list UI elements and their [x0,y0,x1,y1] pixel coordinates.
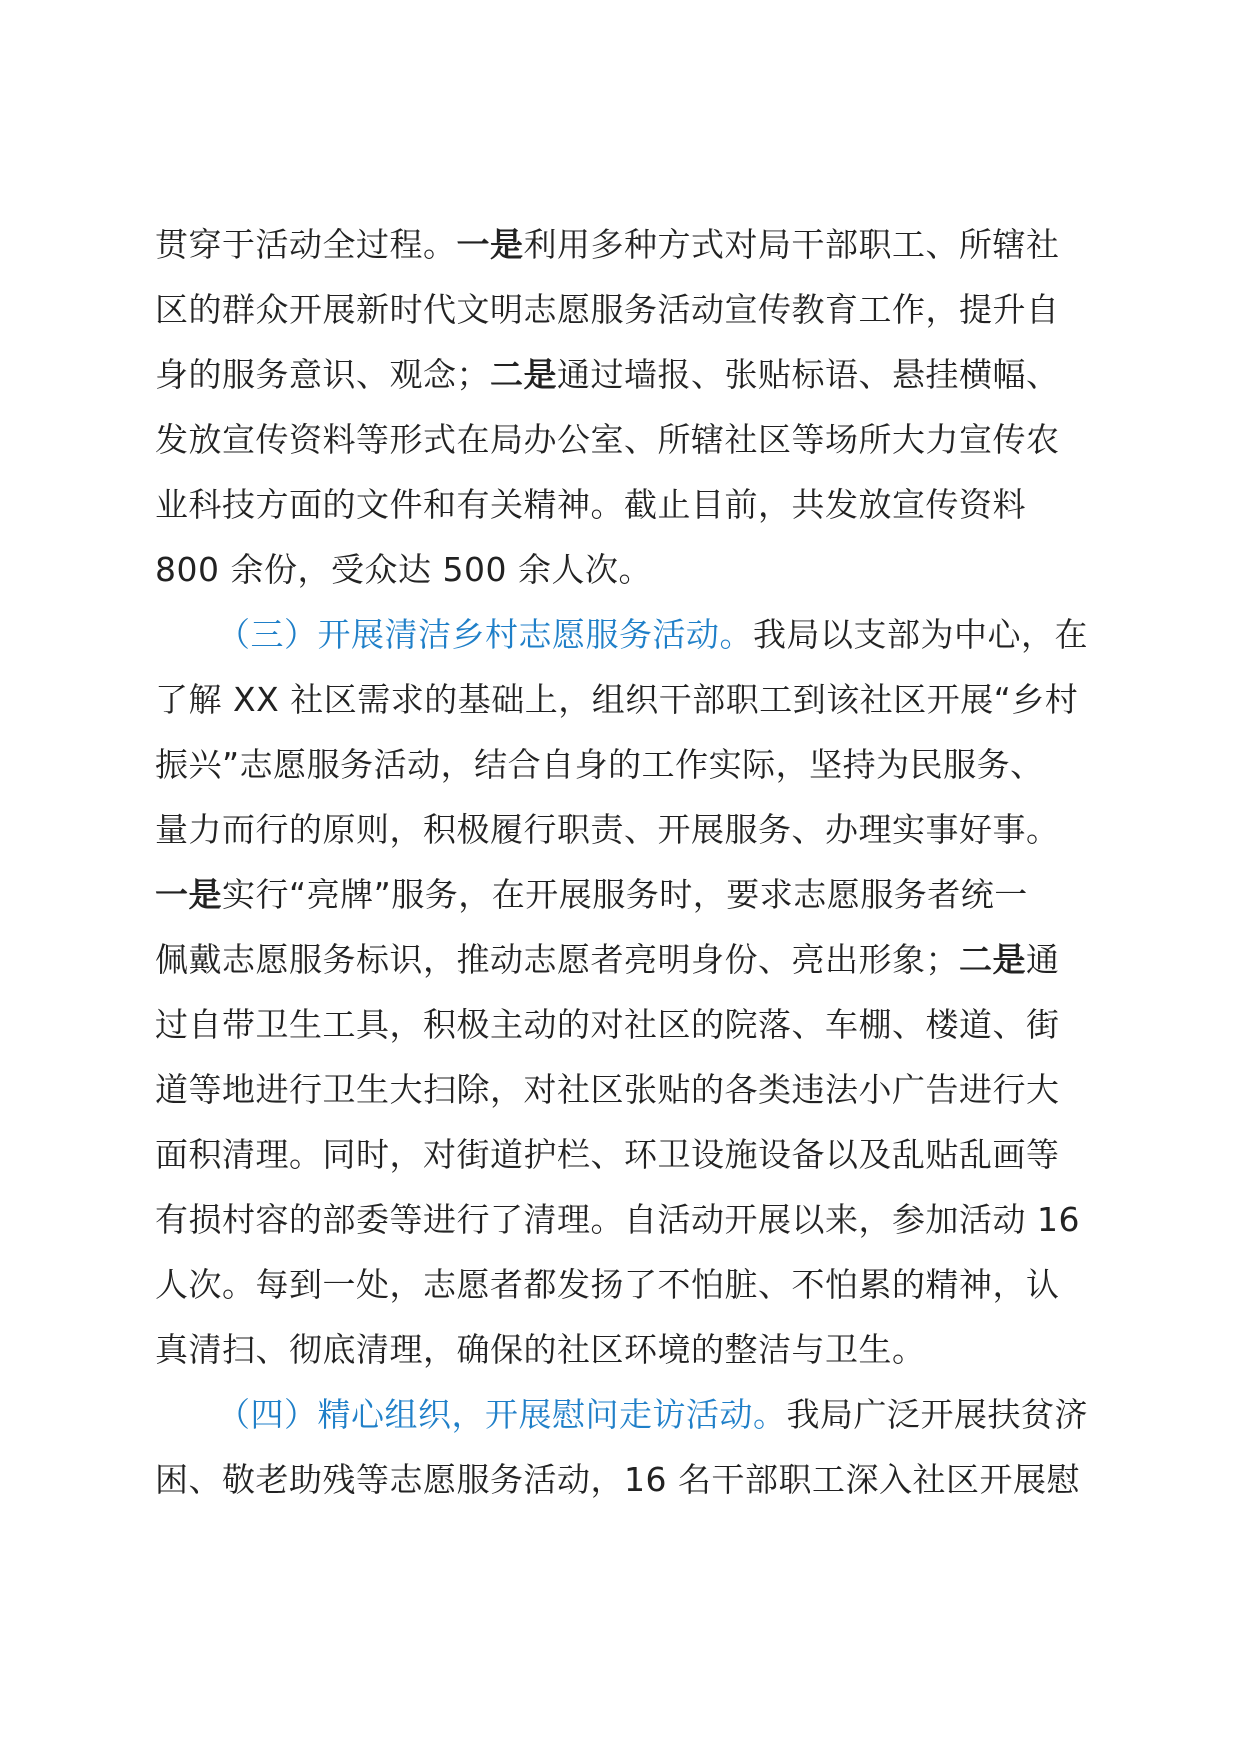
text-line: 面积清理。同时，对街道护栏、环卫设施设备以及乱贴乱画等 [155,1135,1060,1174]
text-run: 通 [1026,940,1060,979]
text-line: 业科技方面的文件和有关精神。截止目前，共发放宣传资料 [155,485,1026,524]
text-run: 身的服务意识、观念； [155,355,490,394]
bold-marker: 二是 [490,355,557,394]
text-line [155,212,1090,277]
text-run: 实行“亮牌”服务，在开展服务时，要求志愿服务者统一 [222,875,1028,914]
text-run: 贯穿于活动全过程。 [155,225,457,264]
text-line [155,862,1090,927]
text-run: 我局广泛开展扶贫济 [786,1395,1088,1434]
text-line: 真清扫、彻底清理，确保的社区环境的整洁与卫生。 [155,1330,926,1369]
text-line: 人次。每到一处，志愿者都发扬了不怕脏、不怕累的精神，认 [155,1265,1060,1304]
text-run: 通过墙报、张贴标语、悬挂横幅、 [557,355,1060,394]
paragraph-condolence-visits [155,1382,1090,1512]
text-line: 有损村容的部委等进行了清理。自活动开展以来，参加活动 16 [155,1200,1080,1239]
paragraph-activity-publicity [155,212,1090,602]
text-line: 道等地进行卫生大扫除，对社区张贴的各类违法小广告进行大 [155,1070,1060,1109]
text-run: 佩戴志愿服务标识，推动志愿者亮明身份、亮出形象； [155,940,959,979]
text-line [155,602,1090,667]
section-heading: （四）精心组织，开展慰问走访活动。 [217,1395,787,1434]
bold-marker: 一是 [155,875,222,914]
paragraph-clean-village [155,602,1090,1382]
text-line: 800 余份，受众达 500 余人次。 [155,550,652,589]
text-run: 我局以支部为中心，在 [753,615,1088,654]
text-line: 振兴”志愿服务活动，结合自身的工作实际，坚持为民服务、 [155,745,1044,784]
document-body [155,212,1090,1512]
section-heading: （三）开展清洁乡村志愿服务活动。 [217,615,753,654]
text-line: 量力而行的原则，积极履行职责、开展服务、办理实事好事。 [155,810,1060,849]
text-line: 区的群众开展新时代文明志愿服务活动宣传教育工作，提升自 [155,290,1060,329]
text-line [155,1382,1090,1447]
text-run: 利用多种方式对局干部职工、所辖社 [523,225,1060,264]
text-line: 了解 XX 社区需求的基础上，组织干部职工到该社区开展“乡村 [155,680,1079,719]
bold-marker: 二是 [959,940,1026,979]
text-line [155,342,1090,407]
bold-marker: 一是 [456,225,524,264]
text-line: 发放宣传资料等形式在局办公室、所辖社区等场所大力宣传农 [155,420,1060,459]
text-line [155,927,1090,992]
text-line: 过自带卫生工具，积极主动的对社区的院落、车棚、楼道、街 [155,1005,1060,1044]
text-line: 困、敬老助残等志愿服务活动，16 名干部职工深入社区开展慰 [155,1460,1080,1499]
